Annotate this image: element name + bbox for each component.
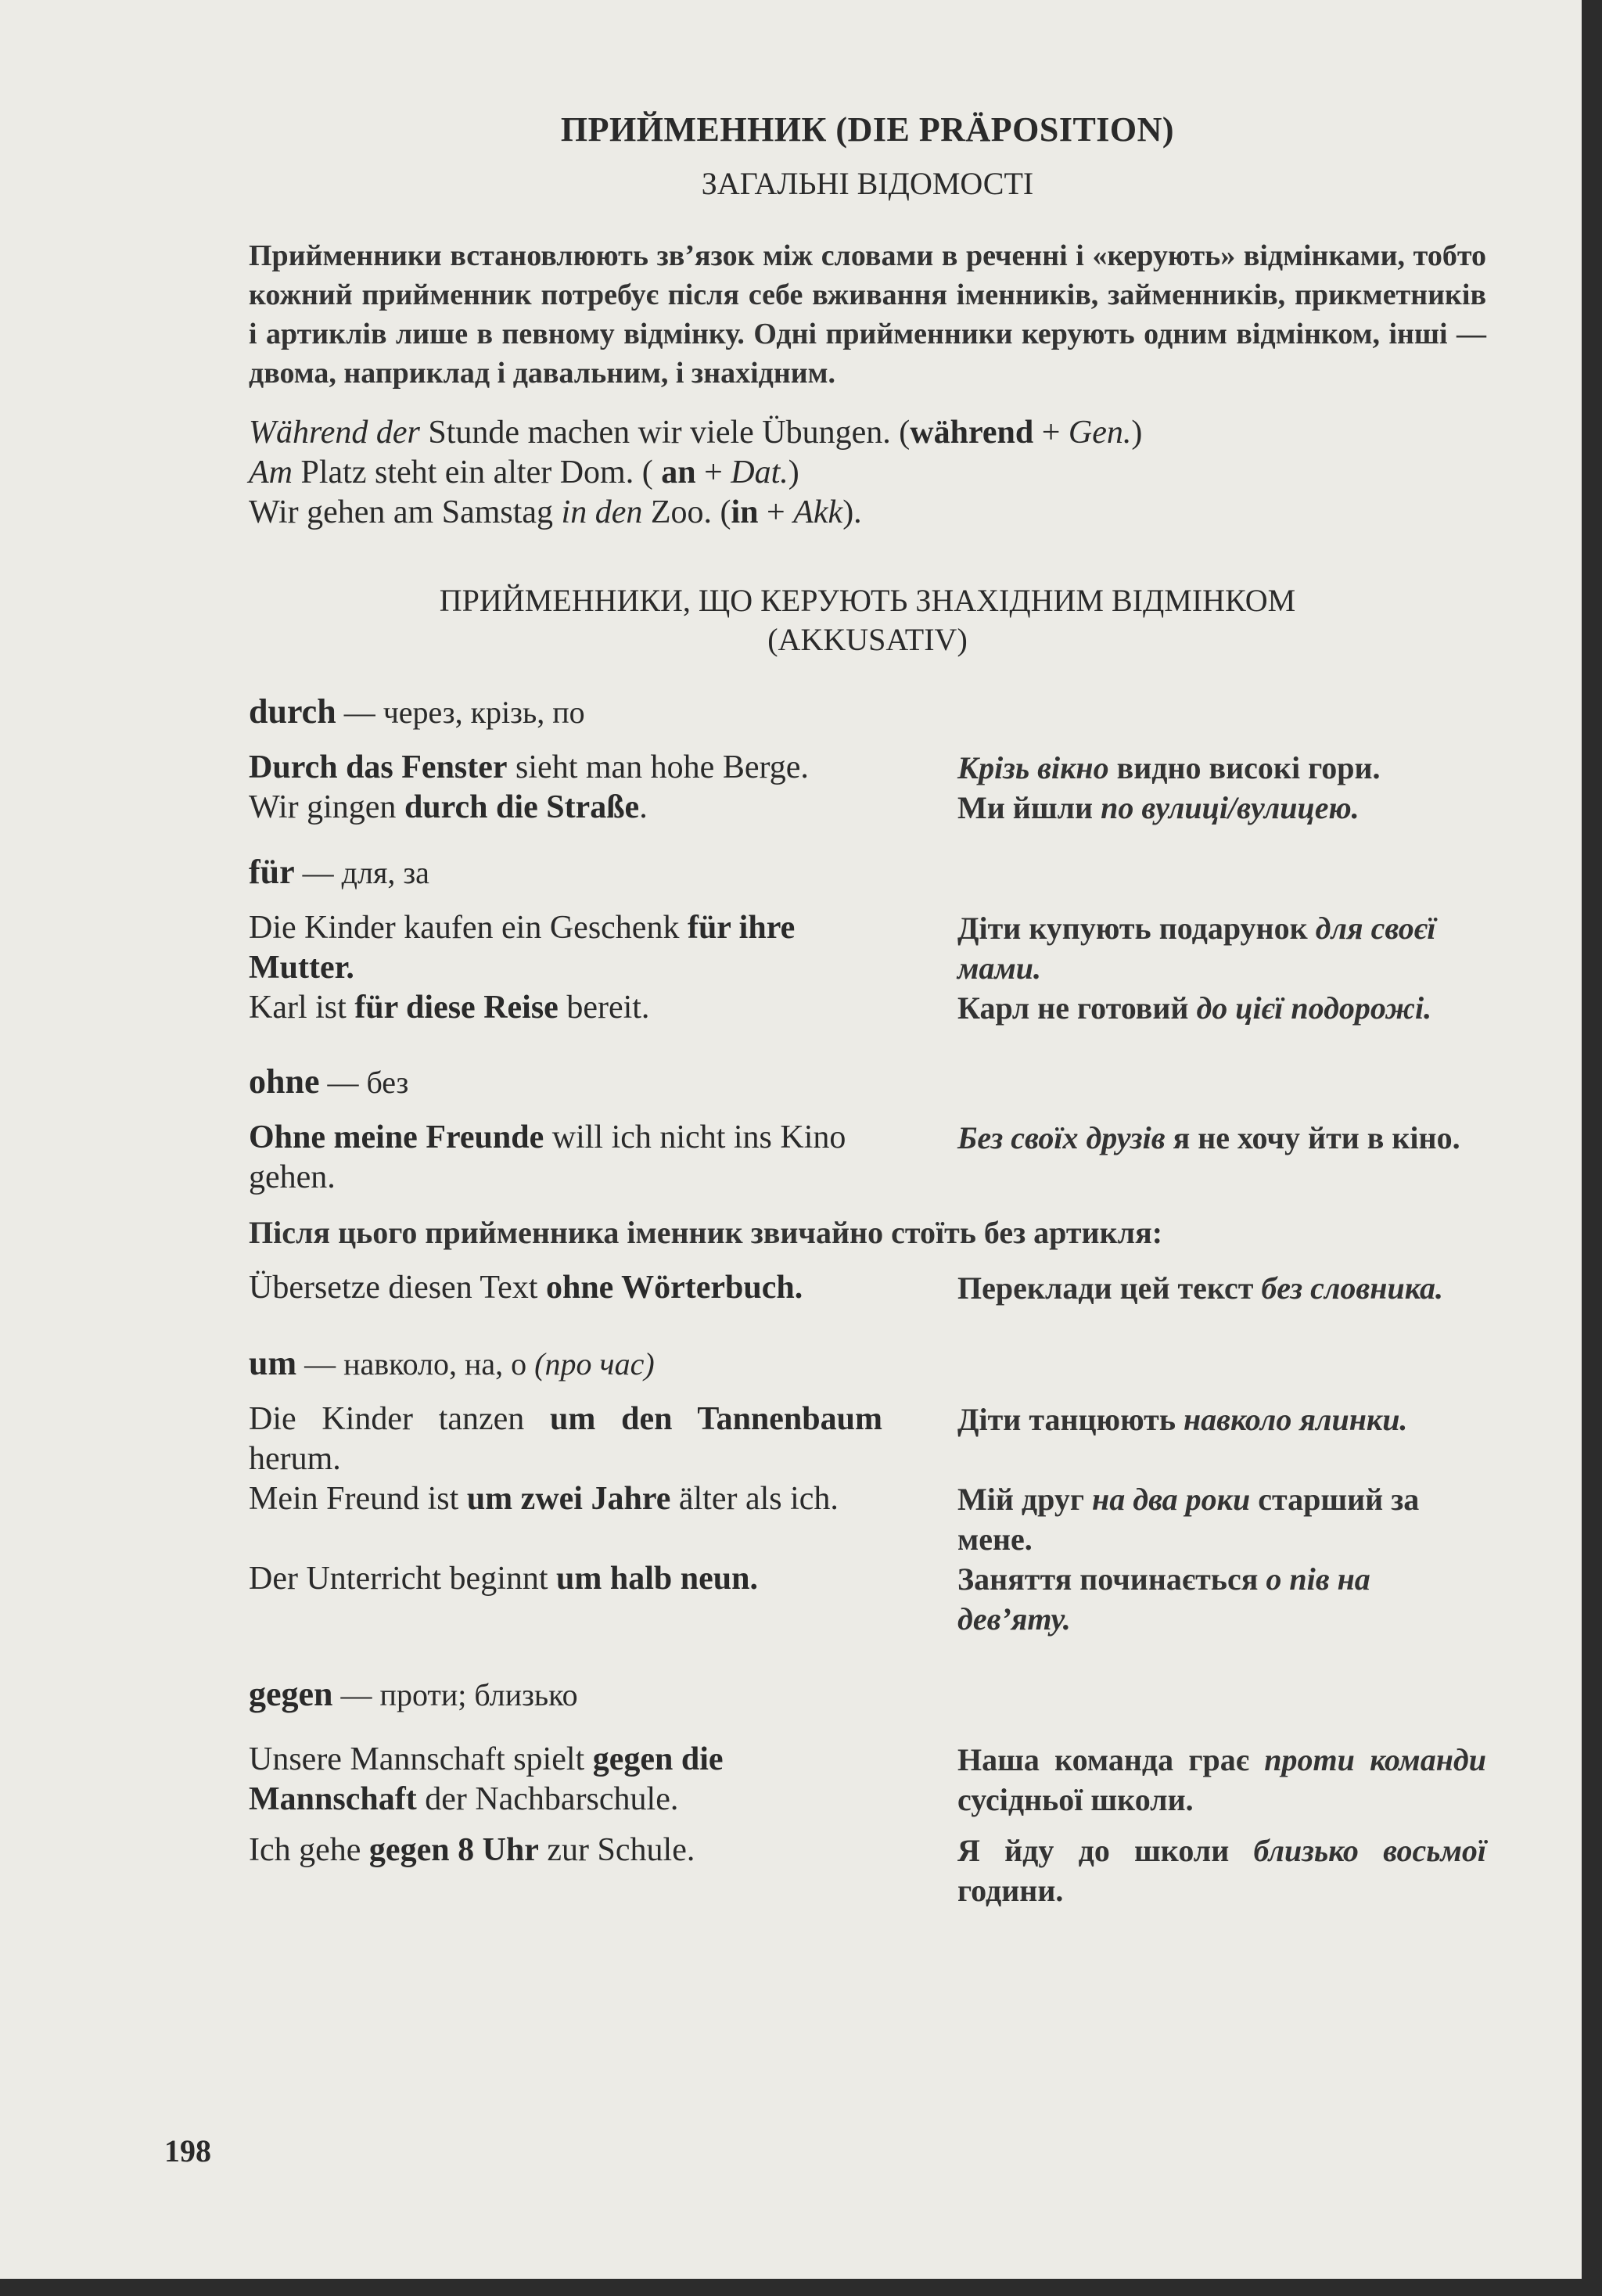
- prep-heading: ohne — без: [249, 1062, 409, 1101]
- example-row: [249, 1268, 1486, 1308]
- section-title: ПРИЙМЕННИКИ, ЩО КЕРУЮТЬ ЗНАХІДНИМ ВІДМІНКОМ (AKKUSATIV): [439, 583, 1296, 657]
- example-row: [249, 1118, 1486, 1198]
- prep-heading: durch — через, крізь, по: [249, 692, 585, 731]
- prep-durch: [249, 692, 1486, 828]
- german-example: Der Unterricht beginnt um halb neun.: [249, 1561, 758, 1597]
- example-row: [249, 1559, 1486, 1639]
- german-example: Die Kinder tanzen um den Tannenbaum herum.: [249, 1401, 882, 1477]
- prep-um: [249, 1344, 1486, 1639]
- general-examples: [249, 413, 1486, 533]
- prep-heading: für — для, за: [249, 853, 429, 891]
- page-edge-bottom: [0, 2279, 1602, 2296]
- example-waehrend: Während der Stunde machen wir viele Übungen. (während + Gen.): [249, 415, 1143, 451]
- example-row: [249, 988, 1486, 1028]
- example-row: [249, 1831, 1486, 1910]
- ukrainian-translation: Мій друг на два роки старший за мене.: [957, 1482, 1420, 1557]
- page-content: [249, 110, 1486, 1935]
- german-example: Ohne meine Freunde will ich nicht ins Kino gehen.: [249, 1119, 846, 1195]
- german-example: Durch das Fenster sieht man hohe Berge.: [249, 749, 809, 785]
- german-example: Mein Freund ist um zwei Jahre älter als ich.: [249, 1481, 839, 1517]
- ukrainian-translation: Карл не готовий до цієї подорожі.: [957, 990, 1432, 1026]
- example-row: [249, 1740, 1486, 1820]
- german-example: Ich gehe gegen 8 Uhr zur Schule.: [249, 1832, 695, 1868]
- german-example: Wir gingen durch die Straße.: [249, 789, 648, 825]
- example-row: [249, 908, 1486, 988]
- german-example: Karl ist für diese Reise bereit.: [249, 990, 650, 1026]
- ukrainian-translation: Наша команда грає проти команди сусідньої школи.: [957, 1742, 1486, 1817]
- page-edge-right: [1582, 0, 1602, 2296]
- example-row: [249, 788, 1486, 828]
- example-row: [249, 1400, 1486, 1479]
- ukrainian-translation: Діти купують подарунок для своєї мами.: [957, 911, 1436, 986]
- page-number: 198: [164, 2133, 211, 2168]
- german-example: Übersetze diesen Text ohne Wörterbuch.: [249, 1270, 803, 1306]
- prep-heading: gegen — проти; близько: [249, 1675, 578, 1713]
- ukrainian-translation: Ми йшли по вулиці/вулицею.: [957, 790, 1360, 825]
- german-example: Die Kinder kaufen ein Geschenk für ihre Mutter.: [249, 910, 796, 986]
- prep-ohne: [249, 1062, 1486, 1308]
- ukrainian-translation: Без своїх друзів я не хочу йти в кіно.: [957, 1120, 1460, 1155]
- ukrainian-translation: Заняття починається о пів на дев’яту.: [957, 1561, 1370, 1637]
- intro-paragraph: Прийменники встановлюють зв’язок між словами в реченні і «керують» відмінками, тобто кожний прийменник потребує після себе вживання іменників, займенників, прикметників і артиклів лише в певному відмінку. Одні прийменники керують одним відмінком, інші — двома, наприклад і давальним, і знахідним.: [249, 239, 1486, 390]
- prep-heading: um — навколо, на, о (про час): [249, 1344, 655, 1382]
- ukrainian-translation: Крізь вікно видно високі гори.: [957, 750, 1381, 785]
- example-in: Wir gehen am Samstag in den Zoo. (in + Akk).: [249, 494, 862, 530]
- usage-note: Після цього прийменника іменник звичайно стоїть без артикля:: [249, 1215, 1163, 1250]
- prep-gegen: [249, 1675, 1486, 1910]
- german-example: Unsere Mannschaft spielt gegen die Mannschaft der Nachbarschule.: [249, 1741, 724, 1817]
- example-an: Am Platz steht ein alter Dom. ( an + Dat.): [249, 455, 799, 490]
- ukrainian-translation: Переклади цей текст без словника.: [957, 1270, 1444, 1306]
- page-subtitle: ЗАГАЛЬНІ ВІДОМОСТІ: [701, 166, 1034, 201]
- prep-fuer: [249, 853, 1486, 1028]
- example-row: [249, 1479, 1486, 1559]
- page-title: ПРИЙМЕННИК (DIE PRÄPOSITION): [560, 110, 1175, 149]
- example-row: [249, 748, 1486, 788]
- ukrainian-translation: Я йду до школи близько восьмої години.: [957, 1833, 1486, 1908]
- ukrainian-translation: Діти танцюють навколо ялинки.: [957, 1402, 1408, 1437]
